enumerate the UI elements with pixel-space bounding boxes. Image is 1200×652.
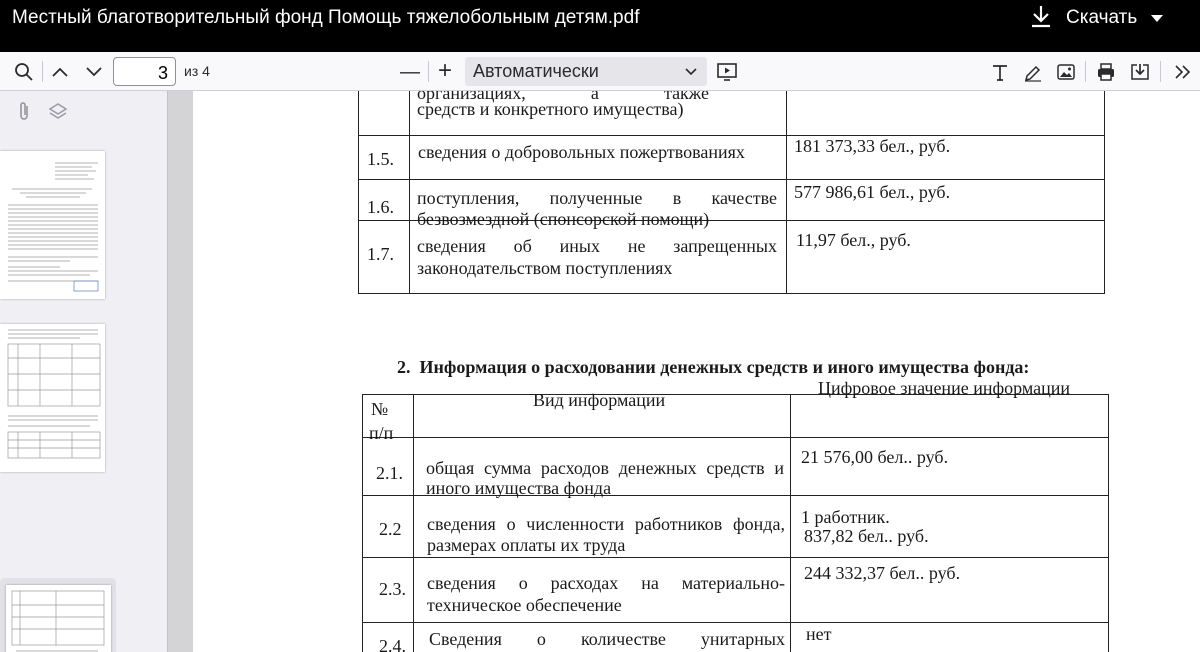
save-button[interactable] xyxy=(1127,59,1153,85)
document-title: Местный благотворительный фонд Помощь тяжелобольным детям.pdf xyxy=(12,7,640,28)
layers-button[interactable] xyxy=(46,99,70,123)
previous-page-button[interactable] xyxy=(48,60,72,84)
table1-rule xyxy=(1104,91,1105,294)
row-number: 2.2 xyxy=(379,519,402,539)
table1-rule xyxy=(358,91,359,294)
row-description: сведения о расходах на материально- xyxy=(427,573,785,593)
table1-rule xyxy=(358,293,1105,294)
row-value: нет xyxy=(806,624,832,644)
image-icon xyxy=(1056,62,1076,82)
presentation-mode-button[interactable] xyxy=(714,59,740,85)
row-description: Сведения о количестве унитарных xyxy=(429,629,785,649)
chevron-down-icon xyxy=(85,66,103,78)
row-number: 1.6. xyxy=(367,197,394,217)
row-description: поступления, полученные в качестве xyxy=(417,188,777,208)
pdf-page-3 xyxy=(193,91,1200,652)
draw-tool-button[interactable] xyxy=(1020,59,1046,85)
table1-rule xyxy=(358,135,1105,136)
document-viewer[interactable] xyxy=(169,91,1200,652)
chevron-up-icon xyxy=(51,66,69,78)
section-2-heading: 2. Информация о расходовании денежных средств и иного имущества фонда: xyxy=(397,357,1030,377)
table1-cont-line: средств и конкретного имущества) xyxy=(417,99,684,119)
zoom-select[interactable] xyxy=(465,57,707,86)
attachments-button[interactable] xyxy=(12,99,36,123)
row-description-line2: законодательством поступлениях xyxy=(417,258,673,278)
row-value: 244 332,37 бел.. руб. xyxy=(804,563,961,583)
viewer-toolbar xyxy=(0,52,1200,91)
row-value: 1 работник. xyxy=(801,507,890,527)
row-description-line2: иного имущества фонда xyxy=(426,478,612,498)
table2-rule xyxy=(1108,394,1109,652)
image-tool-button[interactable] xyxy=(1053,59,1079,85)
row-number: 2.3. xyxy=(379,579,406,599)
zoom-select-value: Автоматически xyxy=(473,61,599,81)
more-tools-button[interactable] xyxy=(1170,59,1196,85)
row-number: 1.7. xyxy=(367,244,394,264)
column-header-number: № xyxy=(371,399,389,419)
row-description: сведения о численности работников фонда, xyxy=(427,514,785,534)
download-label: Скачать xyxy=(1066,7,1138,28)
row-value: 11,97 бел., руб. xyxy=(796,230,911,250)
row-value: 577 986,61 бел., руб. xyxy=(794,182,951,202)
row-description: сведения об иных не запрещенных xyxy=(417,236,777,256)
page-thumbnail-2[interactable] xyxy=(0,324,105,472)
table2-rule xyxy=(362,437,1109,438)
table2-rule xyxy=(790,394,791,652)
search-button[interactable] xyxy=(12,60,36,84)
download-button[interactable] xyxy=(1030,4,1163,32)
row-description: сведения о добровольных пожертвованиях xyxy=(418,142,745,162)
page-count: из 4 xyxy=(184,63,210,79)
title-bar xyxy=(0,0,1200,52)
table2-rule xyxy=(362,394,363,652)
layers-icon xyxy=(48,102,68,120)
table1-cut-line: организациях, а также xyxy=(417,91,709,103)
table2-rule xyxy=(362,557,1109,558)
download-icon xyxy=(1030,4,1052,33)
table1-rule xyxy=(409,91,410,294)
table2-rule xyxy=(362,622,1109,623)
row-value: 21 576,00 бел.. руб. xyxy=(801,447,949,467)
download-menu-chevron-icon[interactable] xyxy=(1151,15,1163,22)
page-thumbnail-1[interactable] xyxy=(0,151,105,299)
search-icon xyxy=(14,62,34,82)
row-number: 1.5. xyxy=(367,149,394,169)
row-number: 2.4. xyxy=(379,636,406,652)
print-button[interactable] xyxy=(1093,59,1119,85)
page-thumbnail-3[interactable] xyxy=(6,585,111,652)
print-icon xyxy=(1096,62,1116,82)
column-header-value: Цифровое значение информации xyxy=(818,378,1070,398)
attachment-icon xyxy=(16,100,32,122)
column-header-number-line2: п/п xyxy=(369,423,394,443)
present-icon xyxy=(716,62,738,82)
next-page-button[interactable] xyxy=(82,60,106,84)
more-tools-icon xyxy=(1174,64,1192,80)
row-description-line2: техническое обеспечение xyxy=(427,595,622,615)
row-value: 181 373,33 бел., руб. xyxy=(794,136,951,156)
thumbnail-sidebar xyxy=(0,91,168,652)
draw-icon xyxy=(1023,62,1043,82)
row-description-line2: размерах оплаты их труда xyxy=(427,535,626,555)
row-number: 2.1. xyxy=(376,463,403,483)
sidebar-toolbar xyxy=(0,91,168,131)
row-description: общая сумма расходов денежных средств и xyxy=(426,458,784,478)
row-value-line2: 837,82 бел.. руб. xyxy=(804,526,929,546)
text-tool-button[interactable] xyxy=(987,59,1013,85)
save-icon xyxy=(1129,62,1151,82)
column-header-type: Вид информации xyxy=(533,390,666,410)
zoom-in-button[interactable]: + xyxy=(437,57,452,84)
chevron-down-icon xyxy=(685,67,697,76)
text-icon xyxy=(990,62,1010,82)
table1-rule xyxy=(358,179,1105,180)
page-number-input[interactable] xyxy=(113,57,176,86)
zoom-out-button[interactable]: — xyxy=(400,60,420,83)
table2-rule xyxy=(413,394,414,652)
table1-rule xyxy=(786,91,787,294)
row-description-line2: безвозмездной (спонсорской помощи) xyxy=(417,209,710,229)
